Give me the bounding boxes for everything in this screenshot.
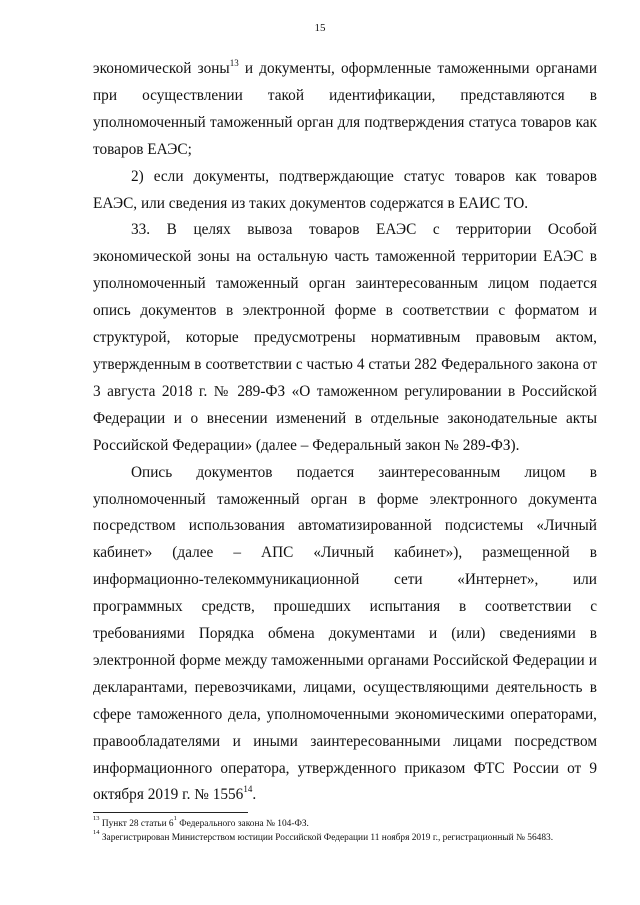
paragraph-2: 2) если документы, подтверждающие статус товаров как товаров ЕАЭС, или сведения из таких документов содержатся в ЕАИС ТО. xyxy=(93,167,597,212)
paragraph-4 xyxy=(93,460,597,810)
footnote-13-article-sup: 1 xyxy=(173,814,177,822)
paragraph-3: 33. В целях вывоза товаров ЕАЭС с территории Особой экономической зоны на остальную часть таможенной территории ЕАЭС в уполномоченный таможенный орган заинтересованным лицом подается опись документов в электронной форме в соответствии с форматом и структурой, которые предусмотрены нормативным правовым актом, утвержденным в соответствии с частью 4 статьи 282 Федерального закона от 3 августа 2018 г. № 289-ФЗ «О таможенном регулировании в Российской Федерации и о внесении изменений в отдельные законодательные акты Российской Федерации» (далее – Федеральный закон № 289-ФЗ). xyxy=(93,221,597,454)
footnote-13-text-before: Пункт 28 статьи 6 xyxy=(99,819,174,829)
footnote-13 xyxy=(93,814,597,831)
paragraph-1-text: экономической зоны xyxy=(93,60,230,77)
footnote-14-mark: 14 xyxy=(93,828,100,836)
footnote-14 xyxy=(93,828,597,845)
page-number: 15 xyxy=(314,22,326,34)
paragraph-4-end: . xyxy=(252,786,257,804)
footnotes xyxy=(93,814,597,845)
paragraph-4-text: Опись документов подается заинтересованным лицом в уполномоченный таможенный орган в форме электронного документа посредством использования автоматизированной подсистемы «Личный кабинет» (далее – АПС «Личный кабинет»), размещенной в информационно-телекоммуникационной сети «Интернет», или программных средств, прошедших испытания в соответствии с требованиями Порядка обмена документами и (или) сведениями в электронной форме между таможенными органами Российской Федерации и декларантами, перевозчиками, лицами, осуществляющими деятельность в сфере таможенного дела, уполномоченными экономическими операторами, правообладателями и иными заинтересованными лицами посредством информационного оператора, утвержденного приказом ФТС России от 9 октября 2019 г. № 1556 xyxy=(93,463,597,804)
document-body xyxy=(93,56,597,809)
footnote-ref-13[interactable]: 13 xyxy=(229,57,239,68)
footnote-14-text: Зарегистрирован Министерством юстиции Российской Федерации 11 ноября 2019 г., регистрационный № 56483. xyxy=(99,833,554,843)
paragraph-1 xyxy=(93,56,597,164)
footnote-separator xyxy=(93,812,248,813)
paragraph-1-rest: и документы, оформленные таможенными органами при осуществлении такой идентификации, представляются в уполномоченный таможенный орган для подтверждения статуса товаров как товаров ЕАЭС; xyxy=(93,60,598,158)
footnote-13-mark: 13 xyxy=(93,814,100,822)
footnote-13-text-after: Федерального закона № 104-ФЗ. xyxy=(176,819,309,829)
footnote-ref-14[interactable]: 14 xyxy=(243,784,253,795)
